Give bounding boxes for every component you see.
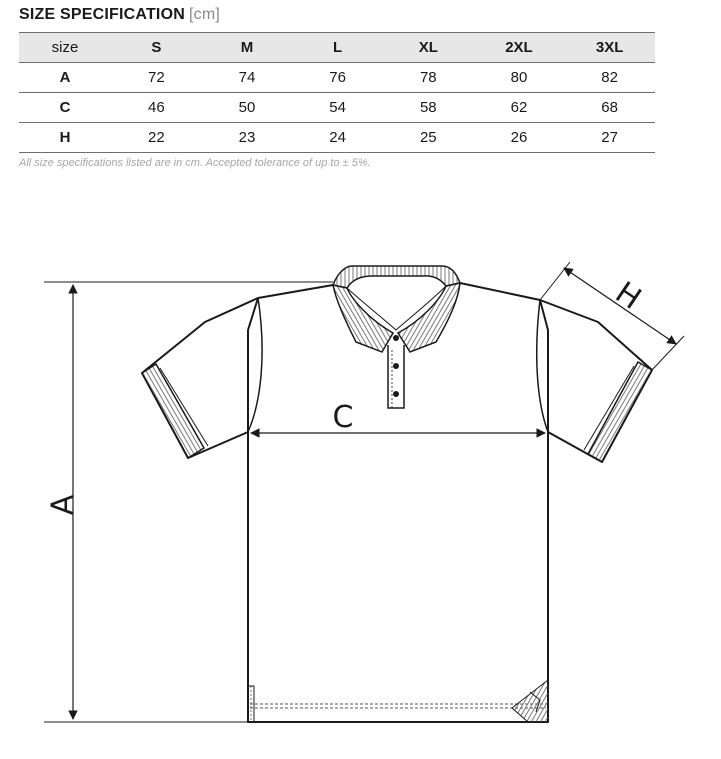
button-1 <box>393 335 399 341</box>
collar-right-leaf <box>398 283 460 352</box>
table-cell: 27 <box>564 123 655 153</box>
table-cell: 26 <box>474 123 565 153</box>
table-cell: 22 <box>111 123 202 153</box>
left-cuff-rib <box>142 364 204 458</box>
label-h: H <box>608 275 648 317</box>
collar-back-band <box>333 266 460 288</box>
table-cell: 68 <box>564 93 655 123</box>
label-a: A <box>45 494 81 516</box>
placket-outline <box>388 345 404 408</box>
table-cell: 80 <box>474 63 565 93</box>
collar-left-leaf <box>333 285 393 352</box>
tolerance-note: All size specifications listed are in cm. Accepted tolerance of up to ± 5%. <box>19 157 371 169</box>
table-cell: 62 <box>474 93 565 123</box>
label-c: C <box>332 400 354 435</box>
header-cell: L <box>292 33 383 63</box>
measure-h <box>540 262 684 370</box>
title-unit: [cm] <box>188 6 221 23</box>
shirt-outline <box>142 283 652 722</box>
table-cell: 72 <box>111 63 202 93</box>
measure-h-extension-2 <box>652 336 684 370</box>
table-cell: 82 <box>564 63 655 93</box>
header-cell: M <box>202 33 293 63</box>
shirt-body <box>248 283 548 722</box>
title-text: SIZE SPECIFICATION <box>19 6 185 23</box>
row-label: H <box>19 123 111 153</box>
table-cell: 23 <box>202 123 293 153</box>
table-cell: 25 <box>383 123 474 153</box>
header-cell: 2XL <box>474 33 565 63</box>
table-cell: 58 <box>383 93 474 123</box>
header-cell: S <box>111 33 202 63</box>
table-cell: 46 <box>111 93 202 123</box>
placket <box>388 335 404 408</box>
measure-h-extension-1 <box>540 262 570 300</box>
table-cell: 74 <box>202 63 293 93</box>
button-3 <box>393 391 399 397</box>
measure-c <box>251 400 545 435</box>
button-2 <box>393 363 399 369</box>
left-armhole-seam <box>248 298 262 432</box>
row-label: A <box>19 63 111 93</box>
right-cuff-rib <box>588 362 652 462</box>
table-cell: 50 <box>202 93 293 123</box>
table-cell: 24 <box>292 123 383 153</box>
header-cell: XL <box>383 33 474 63</box>
row-label: C <box>19 93 111 123</box>
hem <box>248 680 548 722</box>
header-cell: size <box>19 33 111 63</box>
table-cell: 76 <box>292 63 383 93</box>
header-cell: 3XL <box>564 33 655 63</box>
table-cell: 78 <box>383 63 474 93</box>
measure-a <box>44 282 333 722</box>
table-cell: 54 <box>292 93 383 123</box>
right-side-vent <box>512 680 548 722</box>
